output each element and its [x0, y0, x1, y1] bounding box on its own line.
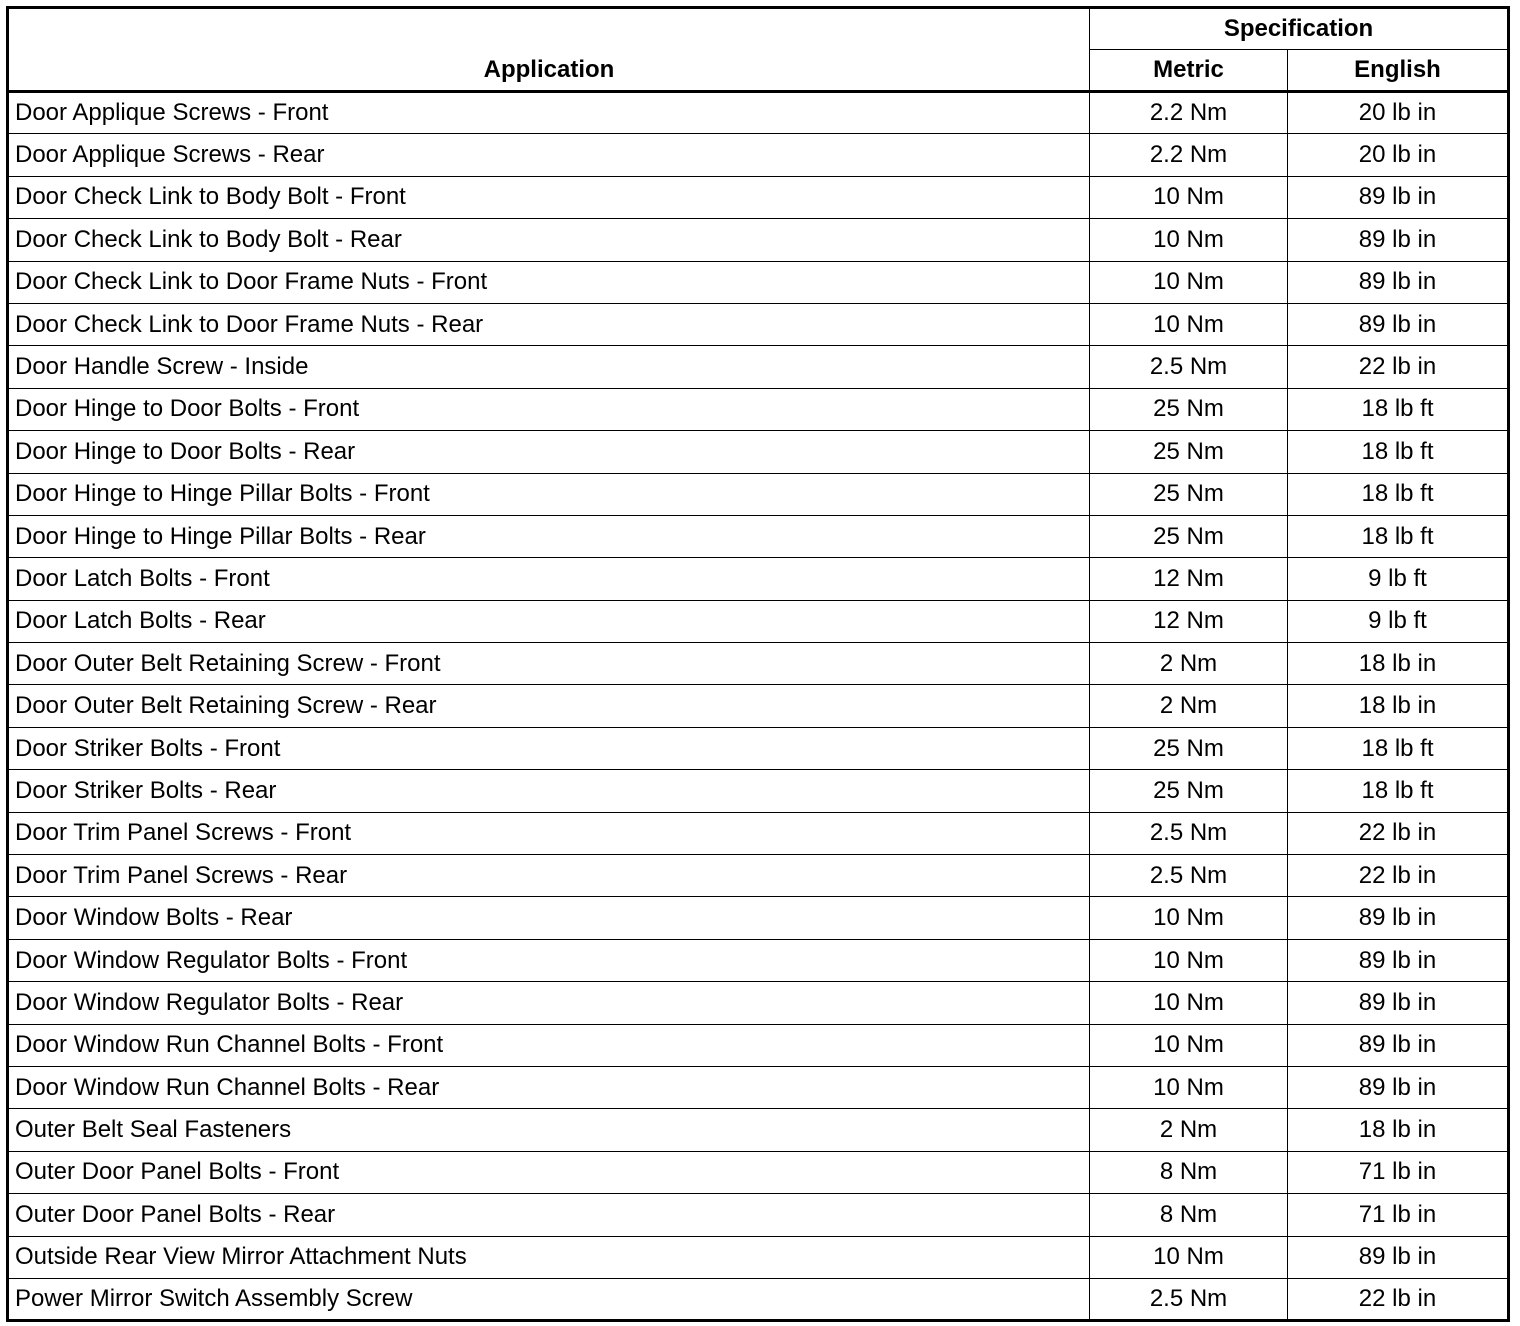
metric-cell: 2.5 Nm: [1090, 812, 1288, 854]
english-cell: 18 lb ft: [1288, 770, 1509, 812]
table-row: [8, 1066, 1509, 1108]
table-row: [8, 1194, 1509, 1236]
application-cell: Door Outer Belt Retaining Screw - Front: [8, 643, 1090, 685]
application-cell: Door Hinge to Hinge Pillar Bolts - Rear: [8, 515, 1090, 557]
application-cell: Door Window Run Channel Bolts - Rear: [8, 1066, 1090, 1108]
table-row: [8, 431, 1509, 473]
header-row-top: [8, 8, 1509, 50]
table-row: [8, 939, 1509, 981]
table-row: [8, 1278, 1509, 1320]
english-cell: 18 lb in: [1288, 685, 1509, 727]
metric-cell: 10 Nm: [1090, 303, 1288, 345]
english-cell: 89 lb in: [1288, 176, 1509, 218]
english-cell: 18 lb ft: [1288, 515, 1509, 557]
metric-cell: 8 Nm: [1090, 1194, 1288, 1236]
metric-cell: 10 Nm: [1090, 897, 1288, 939]
english-cell: 71 lb in: [1288, 1151, 1509, 1193]
metric-cell: 2 Nm: [1090, 1109, 1288, 1151]
metric-cell: 10 Nm: [1090, 1066, 1288, 1108]
metric-cell: 25 Nm: [1090, 770, 1288, 812]
english-cell: 18 lb ft: [1288, 388, 1509, 430]
english-cell: 9 lb ft: [1288, 600, 1509, 642]
metric-header: Metric: [1090, 50, 1288, 92]
application-header: Application: [8, 8, 1090, 92]
fastener-spec-table: [6, 6, 1510, 1322]
application-cell: Door Check Link to Door Frame Nuts - Rear: [8, 303, 1090, 345]
metric-cell: 10 Nm: [1090, 1024, 1288, 1066]
table-row: [8, 303, 1509, 345]
metric-cell: 2.5 Nm: [1090, 1278, 1288, 1320]
table-header: [8, 8, 1509, 92]
table-row: [8, 1109, 1509, 1151]
english-cell: 89 lb in: [1288, 897, 1509, 939]
english-cell: 89 lb in: [1288, 219, 1509, 261]
table-row: [8, 897, 1509, 939]
specification-header: Specification: [1090, 8, 1509, 50]
metric-cell: 2.5 Nm: [1090, 346, 1288, 388]
english-cell: 89 lb in: [1288, 1024, 1509, 1066]
metric-cell: 12 Nm: [1090, 600, 1288, 642]
english-cell: 18 lb in: [1288, 1109, 1509, 1151]
application-cell: Door Check Link to Body Bolt - Rear: [8, 219, 1090, 261]
metric-cell: 25 Nm: [1090, 388, 1288, 430]
table-row: [8, 727, 1509, 769]
table-row: [8, 770, 1509, 812]
table-body: [8, 92, 1509, 1321]
application-cell: Door Check Link to Door Frame Nuts - Front: [8, 261, 1090, 303]
application-cell: Power Mirror Switch Assembly Screw: [8, 1278, 1090, 1320]
application-cell: Outer Door Panel Bolts - Rear: [8, 1194, 1090, 1236]
table-row: [8, 1236, 1509, 1278]
application-cell: Door Latch Bolts - Rear: [8, 600, 1090, 642]
table-row: [8, 92, 1509, 134]
metric-cell: 10 Nm: [1090, 982, 1288, 1024]
application-cell: Door Hinge to Door Bolts - Front: [8, 388, 1090, 430]
english-cell: 22 lb in: [1288, 346, 1509, 388]
english-cell: 22 lb in: [1288, 1278, 1509, 1320]
table-row: [8, 1024, 1509, 1066]
english-cell: 18 lb ft: [1288, 727, 1509, 769]
application-cell: Door Hinge to Door Bolts - Rear: [8, 431, 1090, 473]
application-cell: Door Applique Screws - Rear: [8, 134, 1090, 176]
metric-cell: 25 Nm: [1090, 473, 1288, 515]
application-cell: Door Trim Panel Screws - Rear: [8, 855, 1090, 897]
english-cell: 89 lb in: [1288, 939, 1509, 981]
table-row: [8, 855, 1509, 897]
english-cell: 20 lb in: [1288, 92, 1509, 134]
table-row: [8, 812, 1509, 854]
table-row: [8, 1151, 1509, 1193]
metric-cell: 2.5 Nm: [1090, 855, 1288, 897]
metric-cell: 2.2 Nm: [1090, 134, 1288, 176]
table-row: [8, 643, 1509, 685]
metric-cell: 2 Nm: [1090, 685, 1288, 727]
table-row: [8, 600, 1509, 642]
application-cell: Door Applique Screws - Front: [8, 92, 1090, 134]
english-cell: 22 lb in: [1288, 855, 1509, 897]
application-cell: Door Handle Screw - Inside: [8, 346, 1090, 388]
application-cell: Door Outer Belt Retaining Screw - Rear: [8, 685, 1090, 727]
english-cell: 22 lb in: [1288, 812, 1509, 854]
metric-cell: 25 Nm: [1090, 515, 1288, 557]
metric-cell: 10 Nm: [1090, 176, 1288, 218]
table-row: [8, 176, 1509, 218]
application-cell: Door Check Link to Body Bolt - Front: [8, 176, 1090, 218]
application-cell: Door Hinge to Hinge Pillar Bolts - Front: [8, 473, 1090, 515]
application-cell: Outer Belt Seal Fasteners: [8, 1109, 1090, 1151]
table-row: [8, 473, 1509, 515]
english-cell: 71 lb in: [1288, 1194, 1509, 1236]
english-cell: 89 lb in: [1288, 261, 1509, 303]
english-header: English: [1288, 50, 1509, 92]
metric-cell: 2.2 Nm: [1090, 92, 1288, 134]
table-row: [8, 558, 1509, 600]
metric-cell: 10 Nm: [1090, 219, 1288, 261]
metric-cell: 10 Nm: [1090, 939, 1288, 981]
application-cell: Outer Door Panel Bolts - Front: [8, 1151, 1090, 1193]
english-cell: 89 lb in: [1288, 982, 1509, 1024]
metric-cell: 25 Nm: [1090, 727, 1288, 769]
table-row: [8, 685, 1509, 727]
english-cell: 89 lb in: [1288, 303, 1509, 345]
english-cell: 20 lb in: [1288, 134, 1509, 176]
table-row: [8, 219, 1509, 261]
table-row: [8, 261, 1509, 303]
english-cell: 89 lb in: [1288, 1236, 1509, 1278]
table-row: [8, 134, 1509, 176]
application-cell: Door Striker Bolts - Front: [8, 727, 1090, 769]
application-cell: Door Window Run Channel Bolts - Front: [8, 1024, 1090, 1066]
application-cell: Door Window Bolts - Rear: [8, 897, 1090, 939]
table-row: [8, 388, 1509, 430]
english-cell: 18 lb ft: [1288, 473, 1509, 515]
metric-cell: 12 Nm: [1090, 558, 1288, 600]
application-cell: Door Striker Bolts - Rear: [8, 770, 1090, 812]
metric-cell: 8 Nm: [1090, 1151, 1288, 1193]
application-cell: Door Trim Panel Screws - Front: [8, 812, 1090, 854]
table-row: [8, 346, 1509, 388]
table-row: [8, 515, 1509, 557]
metric-cell: 2 Nm: [1090, 643, 1288, 685]
application-cell: Door Latch Bolts - Front: [8, 558, 1090, 600]
english-cell: 9 lb ft: [1288, 558, 1509, 600]
application-cell: Outside Rear View Mirror Attachment Nuts: [8, 1236, 1090, 1278]
metric-cell: 10 Nm: [1090, 261, 1288, 303]
metric-cell: 25 Nm: [1090, 431, 1288, 473]
table-row: [8, 982, 1509, 1024]
metric-cell: 10 Nm: [1090, 1236, 1288, 1278]
english-cell: 18 lb ft: [1288, 431, 1509, 473]
application-cell: Door Window Regulator Bolts - Front: [8, 939, 1090, 981]
english-cell: 89 lb in: [1288, 1066, 1509, 1108]
application-cell: Door Window Regulator Bolts - Rear: [8, 982, 1090, 1024]
english-cell: 18 lb in: [1288, 643, 1509, 685]
